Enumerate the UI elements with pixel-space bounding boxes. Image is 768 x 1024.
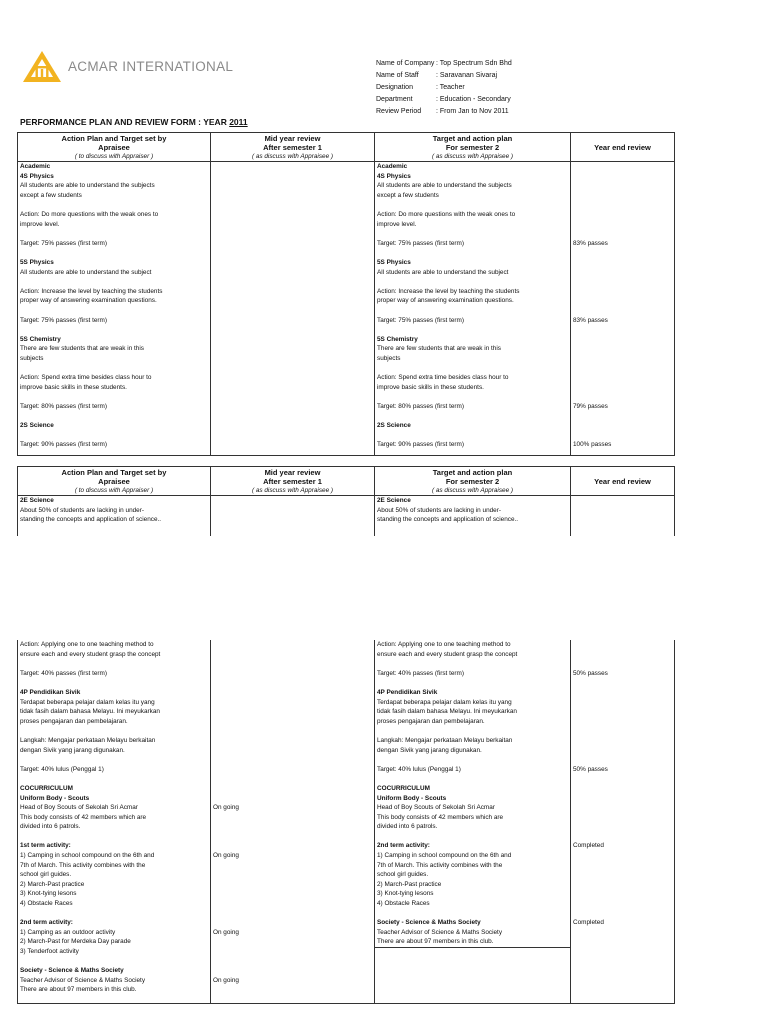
cell-spacer [573,172,672,182]
cell-line: improve basic skills in these students. [377,383,484,391]
cell-mid-year [211,162,375,456]
table-row [18,640,675,1003]
cell-spacer [213,899,372,909]
cell-line: ensure each and every student grasp the concept [377,650,518,658]
cell-line: 2) March-Past practice [377,880,442,888]
cell-spacer [213,880,372,890]
cell-line: Action: Increase the level by teaching the students [20,287,163,295]
cell-spacer [213,765,372,775]
cell-year-end [571,640,675,1003]
cell-line: 3) Knot-tying lesons [377,890,434,898]
cell-spacer [573,335,672,345]
cell-line: Action: Spend extra time besides class hour to [377,374,509,382]
cell-spacer [573,640,672,650]
form-title-text: PERFORMANCE PLAN AND REVIEW FORM : YEAR [20,117,230,127]
cell-spacer [573,889,672,899]
cell-spacer [573,880,672,890]
cell-spacer [573,707,672,717]
cell-line: Society - Science & Maths Society [20,967,124,975]
cell-spacer [573,659,672,669]
cell-line: Target: 40% passes (first term) [377,669,465,677]
cell-line: COCURRICULUM [20,784,73,792]
cell-spacer [377,678,568,688]
cell-line: Target: 80% passes (first term) [20,402,108,410]
cell-spacer [213,870,372,880]
cell-spacer [377,659,568,669]
cell-line: On going [213,928,239,936]
cell-line: Academic [377,163,408,170]
cell-spacer [20,659,208,669]
cell-spacer [20,411,208,421]
info-value: : Teacher [436,84,465,91]
info-value: : Education - Secondary [436,96,511,103]
cell-line: 3) Tenderfoot activity [20,948,79,955]
cell-spacer [573,210,672,220]
info-value: : From Jan to Nov 2011 [436,108,509,115]
cell-mid-year [211,496,375,536]
cell-spacer [213,957,372,967]
cell-line: subjects [20,354,44,362]
header-target-sem2: Target and action plan For semester 2 ( as discuss with Appraisee ) [375,133,571,162]
cell-spacer [377,392,568,402]
cell-line: All students are able to understand the subject [20,268,152,276]
cell-line: Teacher Advisor of Science & Maths Society [377,928,503,936]
cell-spacer [377,411,568,421]
table-row [18,496,675,536]
cell-spacer [213,726,372,736]
cell-spacer [213,755,372,765]
cell-line: About 50% of students are lacking in under- [377,506,501,514]
cell-spacer [213,774,372,784]
cell-line: proses pengajaran dan pembelajaran. [377,717,485,725]
cell-spacer [213,937,372,947]
cell-line: 100% passes [573,441,612,449]
cell-spacer [213,889,372,899]
info-row [376,94,512,106]
cell-line: ensure each and every student grasp the concept [20,650,161,658]
cell-year-end [571,496,675,536]
cell-line: Terdapat beberapa pelajar dalam kelas itu yang [20,698,155,706]
cell-line: 2nd term activity: [20,919,73,927]
info-label: Name of Staff [376,72,419,79]
cell-line: All students are able to understand the subject [377,268,509,276]
cell-spacer [20,678,208,688]
cell-spacer [377,248,568,258]
cell-spacer [573,813,672,823]
cell-spacer [213,841,372,851]
cell-spacer [213,678,372,688]
cell-spacer [377,229,568,239]
cell-line: divided into 6 patrols. [377,823,438,831]
cell-line: This body consists of 42 members which are [377,813,504,821]
cell-spacer [573,822,672,832]
cell-spacer [573,392,672,402]
info-row [376,70,512,82]
cell-line: 4S Physics [20,172,54,180]
cell-line: Target: 90% passes (first term) [20,441,108,449]
cell-spacer [573,678,672,688]
cell-line: improve basic skills in these students. [20,383,127,391]
cell-spacer [213,832,372,842]
cell-line: except a few students [377,191,439,199]
cell-line: proses pengajaran dan pembelajaran. [20,717,128,725]
cell-spacer [20,832,208,842]
cell-line: dengan Sivik yang jarang digunakan. [377,746,482,754]
cell-line: On going [213,852,239,860]
cell-spacer [573,774,672,784]
cell-line: proper way of answering examination questions. [377,297,514,305]
cell-spacer [573,411,672,421]
cell-spacer [377,909,568,919]
cell-line: Action: Increase the level by teaching the students [377,287,520,295]
cell-line: Target: 75% passes (first term) [20,239,108,247]
cell-spacer [20,277,208,287]
cell-spacer [573,726,672,736]
cell-line: COCURRICULUM [377,784,430,792]
cell-line: 1) Camping as an outdoor activity [20,928,116,936]
cell-spacer [213,736,372,746]
header-year-end: Year end review [571,133,675,162]
cell-spacer [20,325,208,335]
info-label: Designation [376,84,413,91]
cell-spacer [20,431,208,441]
cell-line: 83% passes [573,239,608,247]
cell-line: 2E Science [377,497,411,504]
cell-spacer [377,755,568,765]
review-table-2 [17,466,675,536]
cell-spacer [213,717,372,727]
cell-spacer [213,669,372,679]
cell-line: 50% passes [573,765,608,773]
cell-spacer [213,746,372,756]
company-logo [22,50,234,84]
cell-spacer [573,650,672,660]
form-title [20,117,248,127]
cell-spacer [573,851,672,861]
cell-spacer [573,181,672,191]
cell-spacer [20,957,208,967]
cell-line: 4P Pendidikan Sivik [20,688,81,696]
cell-line: 7th of March. This activity combines with the [20,861,146,869]
cell-line: 83% passes [573,316,608,324]
cell-line: On going [213,804,239,812]
cell-spacer [573,909,672,919]
cell-spacer [573,229,672,239]
cell-line: 4) Obstacle Races [20,900,73,908]
cell-line: Action: Do more questions with the weak ones to [20,210,159,218]
cell-spacer [213,659,372,669]
cell-spacer [573,306,672,316]
cell-line: Target: 40% passes (first term) [20,669,108,677]
cell-spacer [573,861,672,871]
cell-line: Target: 75% passes (first term) [20,316,108,324]
cell-line: About 50% of students are lacking in under- [20,506,144,514]
cell-spacer [573,899,672,909]
cell-target-sem2 [375,162,571,456]
cell-spacer [573,688,672,698]
cell-spacer [213,784,372,794]
cell-line: 7th of March. This activity combines with the [377,861,503,869]
cell-spacer [213,918,372,928]
cell-line: 5S Physics [20,258,54,266]
cell-line: divided into 6 patrols. [20,823,81,831]
cell-spacer [573,755,672,765]
cell-line: All students are able to understand the subjects [377,182,512,190]
header-action-plan: Action Plan and Target set by Apraisee ( to discuss with Appraiser ) [18,133,211,162]
cell-line: Uniform Body - Scouts [377,794,447,802]
cell-line: Uniform Body - Scouts [20,794,90,802]
cell-spacer [213,698,372,708]
cell-line: tidak fasih dalam bahasa Melayu. Ini meyukarkan [20,708,160,716]
cell-line: subjects [377,354,401,362]
cell-spacer [573,287,672,297]
cell-spacer [377,431,568,441]
info-label: Department [376,96,413,103]
cell-line: improve level. [377,220,417,228]
cell-line: Academic [20,163,51,170]
cell-spacer [213,707,372,717]
cell-spacer [573,191,672,201]
cell-spacer [573,698,672,708]
cell-spacer [573,220,672,230]
cell-spacer [573,431,672,441]
cell-spacer [213,688,372,698]
cell-spacer [573,803,672,813]
cell-line: Target: 40% lulus (Penggal 1) [377,765,461,773]
header-year-end: Year end review [571,467,675,496]
cell-spacer [573,832,672,842]
cell-line: Langkah: Mengajar perkataan Melayu berkaitan [377,736,513,744]
cell-spacer [573,383,672,393]
cell-line: 2nd term activity: [377,842,430,850]
cell-spacer [377,726,568,736]
cell-line: 2S Science [20,422,54,430]
review-table-1 [17,132,675,456]
cell-line: 79% passes [573,402,608,410]
cell-line: 5S Chemistry [20,335,61,343]
cell-spacer [573,268,672,278]
cell-line: Target: 75% passes (first term) [377,316,465,324]
cell-spacer [573,258,672,268]
cell-line: Completed [573,842,604,850]
cell-spacer [20,306,208,316]
cell-spacer [20,774,208,784]
cell-line: except a few students [20,191,82,199]
cell-line: 50% passes [573,669,608,677]
form-year: 2011 [229,117,248,127]
cell-line: dengan Sivik yang jarang digunakan. [20,746,125,754]
info-row [376,106,512,118]
cell-line: Target: 90% passes (first term) [377,441,465,449]
cell-line: 2E Science [20,497,54,504]
cell-line: Action: Applying one to one teaching method to [377,641,511,648]
cell-line: tidak fasih dalam bahasa Melayu. Ini meyukarkan [377,708,517,716]
cell-spacer [377,200,568,210]
info-label: Name of Company [376,60,435,67]
cell-line: 1) Camping in school compound on the 6th and [20,852,155,860]
cell-action-plan [18,496,211,536]
cell-line: Teacher Advisor of Science & Maths Society [20,976,146,984]
cell-spacer [573,736,672,746]
cell-spacer [573,421,672,431]
cell-spacer [377,832,568,842]
cell-spacer [573,363,672,373]
cell-spacer [573,746,672,756]
cell-line: 3) Knot-tying lesons [20,890,77,898]
cell-spacer [20,229,208,239]
cell-line: Head of Boy Scouts of Sekolah Sri Acmar [377,804,495,812]
cell-line: Terdapat beberapa pelajar dalam kelas itu yang [377,698,512,706]
cell-line: 4P Pendidikan Sivik [377,688,438,696]
cell-spacer [573,277,672,287]
header-target-sem2: Target and action plan For semester 2 ( as discuss with Appraisee ) [375,467,571,496]
info-value: : Top Spectrum Sdn Bhd [436,60,512,67]
cell-spacer [20,248,208,258]
cell-line: 2) March-Past practice [20,880,85,888]
table-header-row [18,467,675,496]
cell-spacer [377,363,568,373]
cell-spacer [377,774,568,784]
cell-spacer [377,325,568,335]
cell-line: All students are able to understand the subjects [20,182,155,190]
acmar-triangle-icon [22,50,62,84]
cell-action-plan [18,162,211,456]
cell-line: Completed [573,919,604,927]
cell-line: There are about 97 members in this club. [377,938,494,946]
staff-info [376,58,512,118]
cell-line: standing the concepts and application of science.. [377,516,519,524]
cell-line: Target: 80% passes (first term) [377,402,465,410]
cell-line: 5S Physics [377,258,411,266]
cell-spacer [20,392,208,402]
cell-spacer [213,966,372,976]
cell-spacer [20,726,208,736]
cell-line: Target: 40% lulus (Penggal 1) [20,765,104,773]
info-value: : Saravanan Sivaraj [436,72,498,79]
cell-spacer [573,162,672,172]
cell-line: 1st term activity: [20,842,71,850]
cell-spacer [573,870,672,880]
cell-action-plan [18,640,211,1003]
cell-mid-year [211,640,375,1003]
table-row [18,162,675,456]
cell-spacer [213,822,372,832]
cell-spacer [573,325,672,335]
cell-target-sem2 [375,640,571,1003]
cell-spacer [573,248,672,258]
cell-line: 5S Chemistry [377,335,418,343]
header-action-plan: Action Plan and Target set by Apraisee ( to discuss with Appraiser ) [18,467,211,496]
cell-line: 4) Obstacle Races [377,900,430,908]
cell-spacer [573,373,672,383]
cell-line: Langkah: Mengajar perkataan Melayu berkaitan [20,736,156,744]
cell-line: This body consists of 42 members which are [20,813,147,821]
cell-line: school girl guides. [377,871,429,879]
cell-spacer [20,363,208,373]
cell-line: On going [213,976,239,984]
info-row [376,82,512,94]
cell-spacer [20,755,208,765]
cell-year-end [571,162,675,456]
cell-target-sem2 [375,496,571,536]
info-label: Review Period [376,108,422,115]
cell-line: improve level. [20,220,60,228]
cell-spacer [573,296,672,306]
cell-line: proper way of answering examination questions. [20,297,157,305]
cell-line: Head of Boy Scouts of Sekolah Sri Acmar [20,804,138,812]
cell-line: Action: Applying one to one teaching method to [20,641,154,648]
cell-spacer [213,813,372,823]
cell-spacer [20,200,208,210]
cell-line: There are few students that are weak in this [20,345,144,353]
cell-line: school girl guides. [20,871,72,879]
cell-line: Target: 75% passes (first term) [377,239,465,247]
header-mid-year: Mid year review After semester 1 ( as discuss with Appraisee ) [211,467,375,496]
cell-spacer [377,277,568,287]
cell-spacer [213,794,372,804]
cell-spacer [377,306,568,316]
cell-spacer [573,354,672,364]
table-header-row [18,133,675,162]
cell-line: Action: Spend extra time besides class hour to [20,374,152,382]
cell-line: 2) March-Past for Merdeka Day parade [20,938,131,946]
cell-spacer [573,717,672,727]
review-table-3 [17,640,675,1004]
cell-spacer [573,794,672,804]
cell-spacer [213,650,372,660]
cell-spacer [213,640,372,650]
cell-spacer [573,784,672,794]
cell-line: 2S Science [377,422,411,430]
cell-spacer [573,200,672,210]
cell-spacer [573,344,672,354]
info-row [376,58,512,70]
cell-spacer [213,909,372,919]
cell-spacer [20,909,208,919]
logo-text: ACMAR INTERNATIONAL [68,59,234,74]
cell-line: standing the concepts and application of science.. [20,516,162,524]
cell-line: Society - Science & Maths Society [377,919,481,927]
header-mid-year: Mid year review After semester 1 ( as discuss with Appraisee ) [211,133,375,162]
cell-line: 4S Physics [377,172,411,180]
cell-line: There are about 97 members in this club. [20,986,137,994]
cell-line: 1) Camping in school compound on the 6th and [377,852,512,860]
cell-spacer [213,861,372,871]
cell-spacer [213,947,372,957]
cell-line: Action: Do more questions with the weak ones to [377,210,516,218]
cell-line: There are few students that are weak in this [377,345,501,353]
